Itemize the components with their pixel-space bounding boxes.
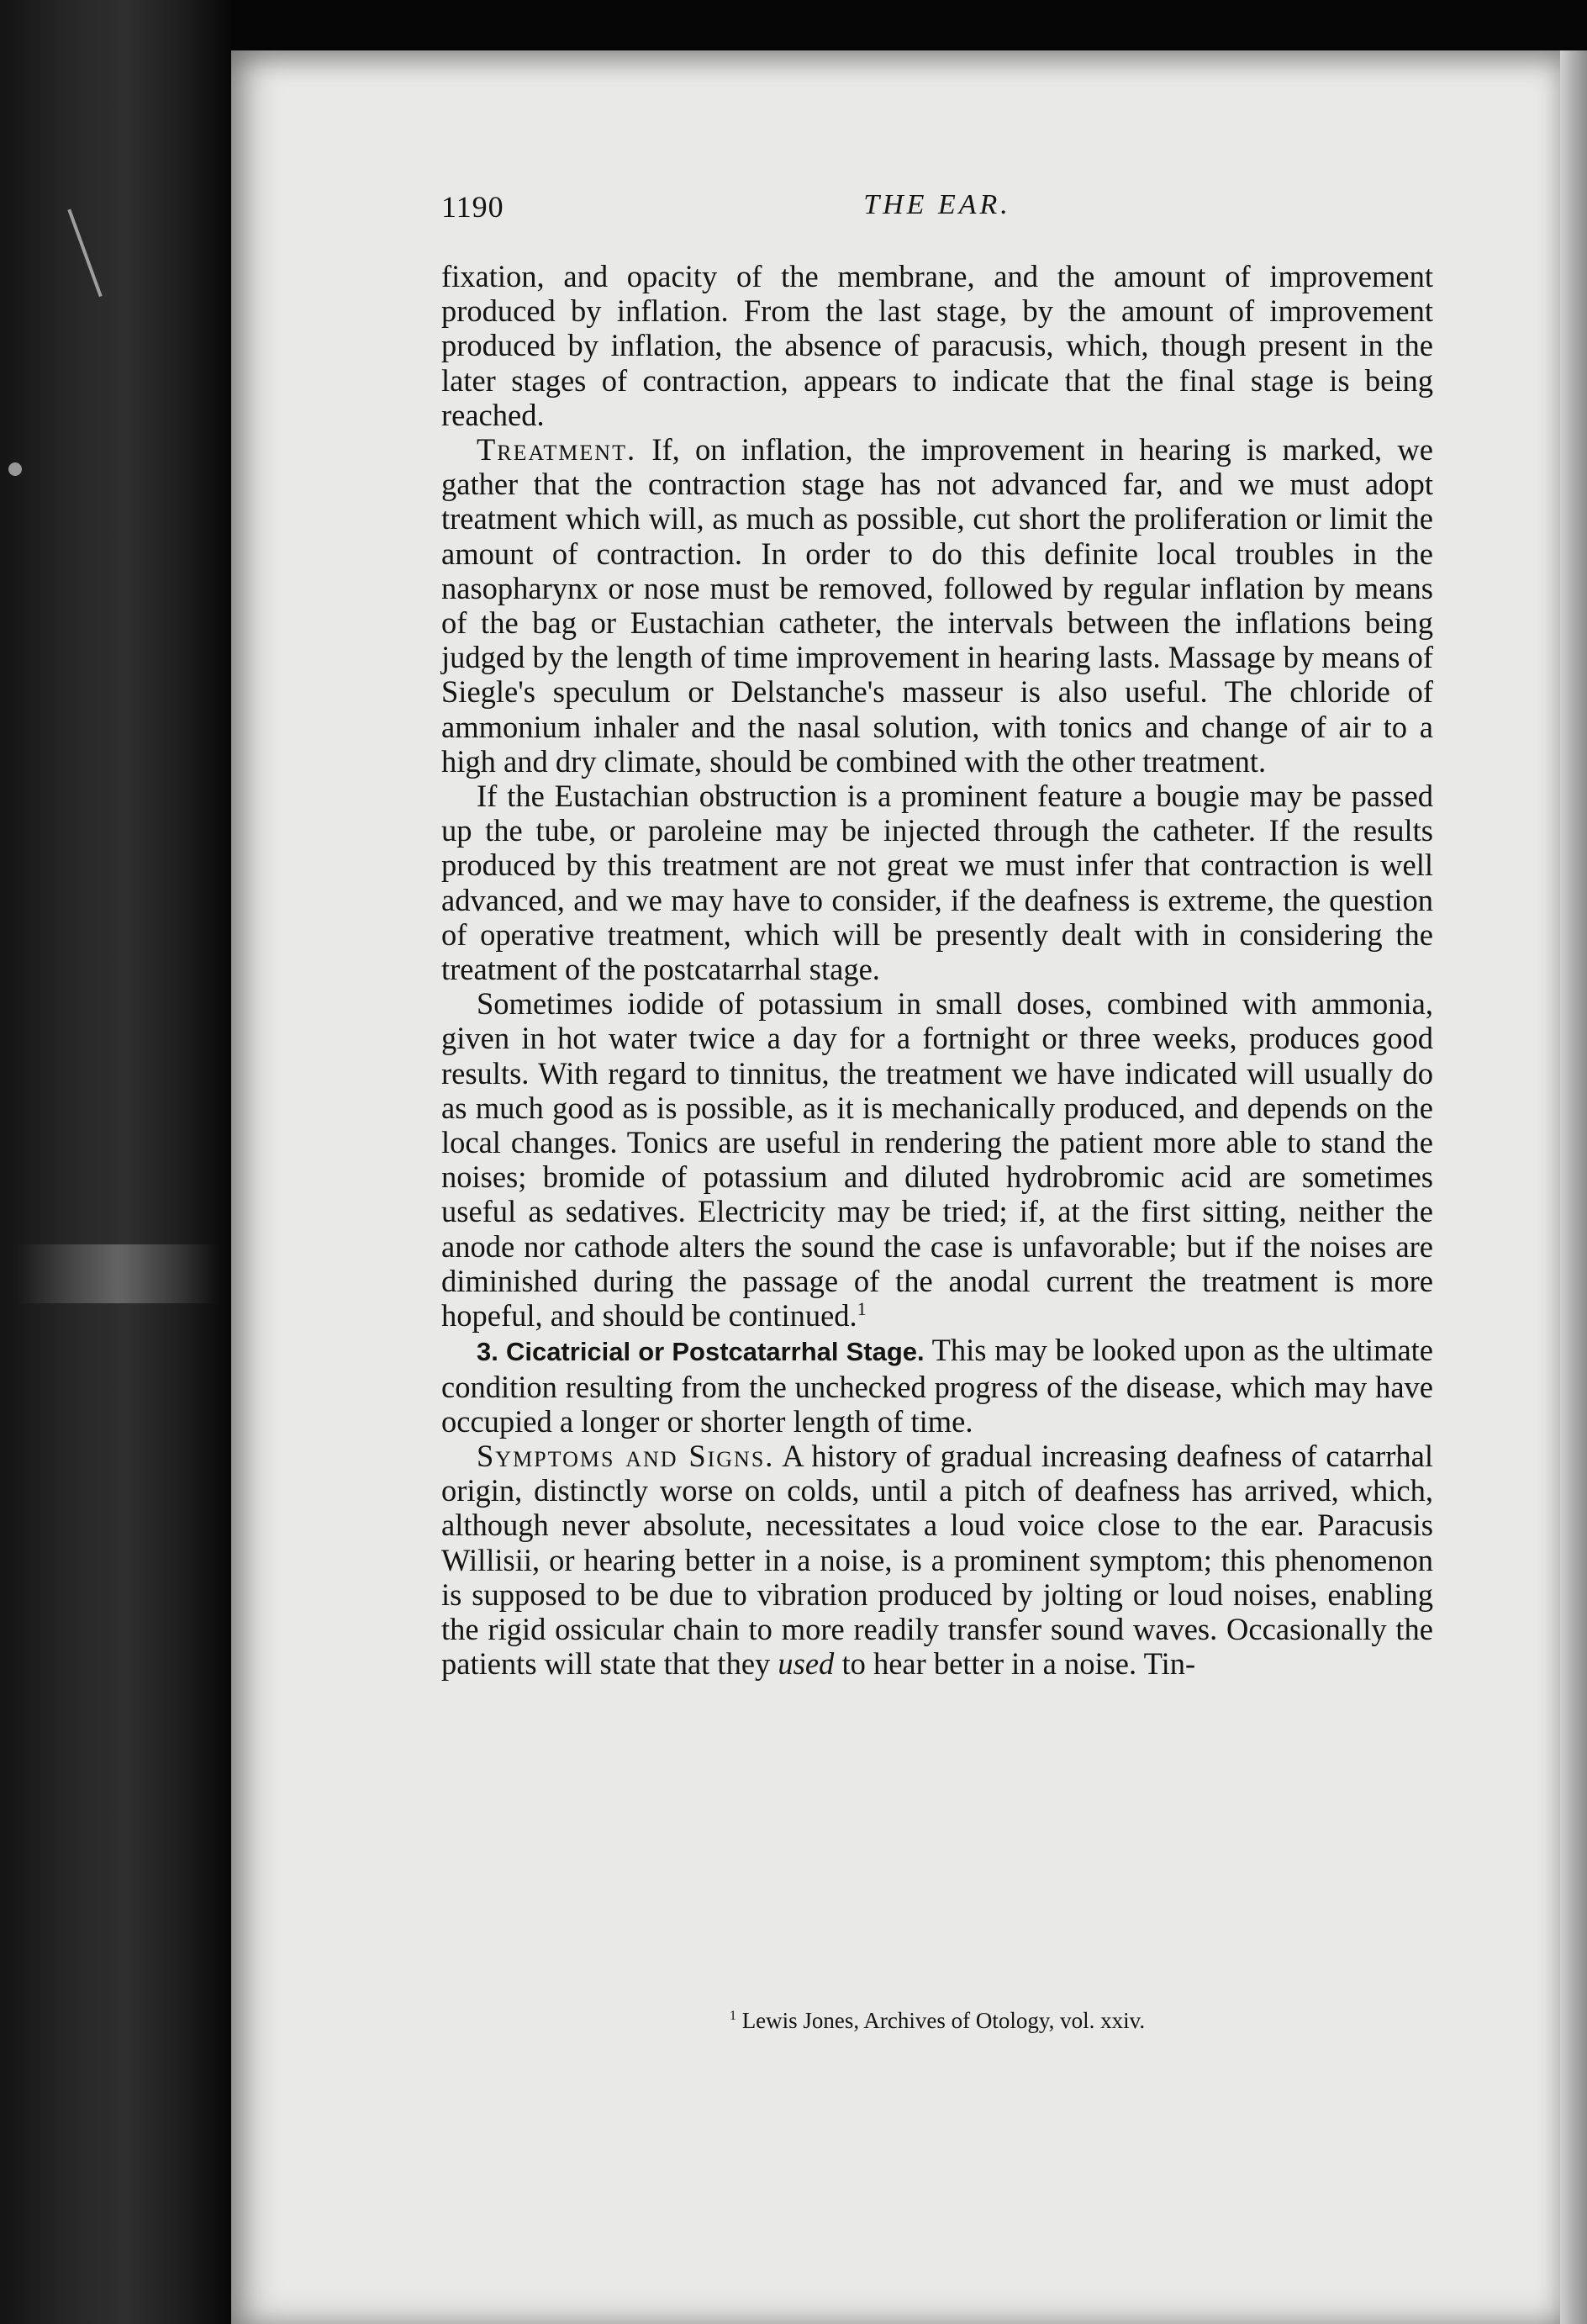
page-header	[441, 189, 1433, 226]
binding-spot	[8, 462, 22, 476]
page-edge	[1560, 50, 1587, 2324]
paragraph-lead: Symptoms and Signs.	[477, 1438, 775, 1473]
book-page	[231, 50, 1560, 2324]
paragraph-continuation	[441, 259, 1433, 432]
binding-mark	[67, 199, 129, 297]
paragraph-symptoms	[441, 1439, 1433, 1681]
paragraph-text: A history of gradual increasing deafness of catarrhal origin, distinctly worse on colds, until a pitch of deafness has arrived, which, although never absolute, necessitates a loud voice close to the ear. Paracusis Willisii, or hearing better in a noise, is a prominent symptom; this phenomenon is supposed to be due to vibration produced by jolting or loud noises, enabling the rigid ossicular chain to more readily transfer sound waves. Occasionally the patients will state that they	[441, 1438, 1433, 1682]
section-heading: 3. Cicatricial or Postcatarrhal Stage.	[477, 1337, 925, 1367]
footnote-text: Lewis Jones, Archives of Otology, vol. xxiv.	[736, 2008, 1146, 2033]
footnote-mark: 1	[729, 2008, 736, 2023]
footnote-reference[interactable]: 1	[857, 1297, 867, 1319]
paragraph-text: fixation, and opacity of the membrane, and the amount of improvement produced by inflation. From the last stage, by the amount of improvement produced by inflation, the absence of paracusis, which, though present in the later stages of contraction, appears to indicate that the final stage is being reached.	[441, 259, 1433, 432]
running-head: THE EAR.	[863, 189, 1011, 220]
paragraph-iodide	[441, 986, 1433, 1333]
footnote	[441, 2008, 1433, 2034]
paragraph-text: to hear better in a noise. Tin-	[834, 1646, 1196, 1682]
paragraph-treatment	[441, 432, 1433, 779]
book-binding	[0, 0, 231, 2324]
binding-streak	[17, 1244, 219, 1303]
paragraph-text: If the Eustachian obstruction is a prominent feature a bougie may be passed up the tube, or paroleine may be injected through the catheter. If the results produced by this treatment are not great we must infer that contraction is well advanced, and we may have to consider, if the deafness is extreme, the question of operative treatment, which will be presently dealt with in considering the treatment of the postcatarrhal stage.	[441, 779, 1433, 987]
emphasis-text: used	[778, 1646, 835, 1682]
paragraph-text: Sometimes iodide of potassium in small doses, combined with ammonia, given in hot water twice a day for a fortnight or three weeks, produces good results. With regard to tinnitus, the treatment we have indicated will usually do as much good as is possible, as it is mechanically produced, and depends on the local changes. Tonics are useful in rendering the patient more able to stand the noises; bromide of potassium and diluted hydrobromic acid are sometimes useful as sedatives. Electricity may be tried; if, at the first sitting, neither the anode nor cathode alters the sound the case is unfavorable; but if the noises are diminished during the passage of the anodal current the treatment is more hopeful, and should be continued.	[441, 986, 1433, 1334]
page-number: 1190	[441, 190, 504, 224]
paragraph-text: This may be looked upon as the ultimate condition resulting from the unchecked progress of the disease, which may have occupied a longer or shorter length of time.	[441, 1333, 1433, 1439]
paragraph-cicatricial-stage	[441, 1333, 1433, 1439]
body-text	[441, 259, 1433, 1681]
scan-top-edge	[231, 0, 1587, 50]
paragraph-eustachian	[441, 779, 1433, 986]
paragraph-lead: Treatment.	[477, 432, 637, 467]
paragraph-text: If, on inflation, the improvement in hearing is marked, we gather that the contraction stage has not advanced far, and we must adopt treatment which will, as much as possible, cut short the proliferation or limit the amount of contraction. In order to do this definite local troubles in the nasopharynx or nose must be removed, followed by regular inflation by means of the bag or Eustachian catheter, the intervals between the inflations being judged by the length of time improvement in hearing lasts. Massage by means of Siegle's speculum or Delstanche's masseur is also useful. The chloride of ammonium inhaler and the nasal solution, with tonics and change of air to a high and dry climate, should be combined with the other treatment.	[441, 432, 1433, 779]
